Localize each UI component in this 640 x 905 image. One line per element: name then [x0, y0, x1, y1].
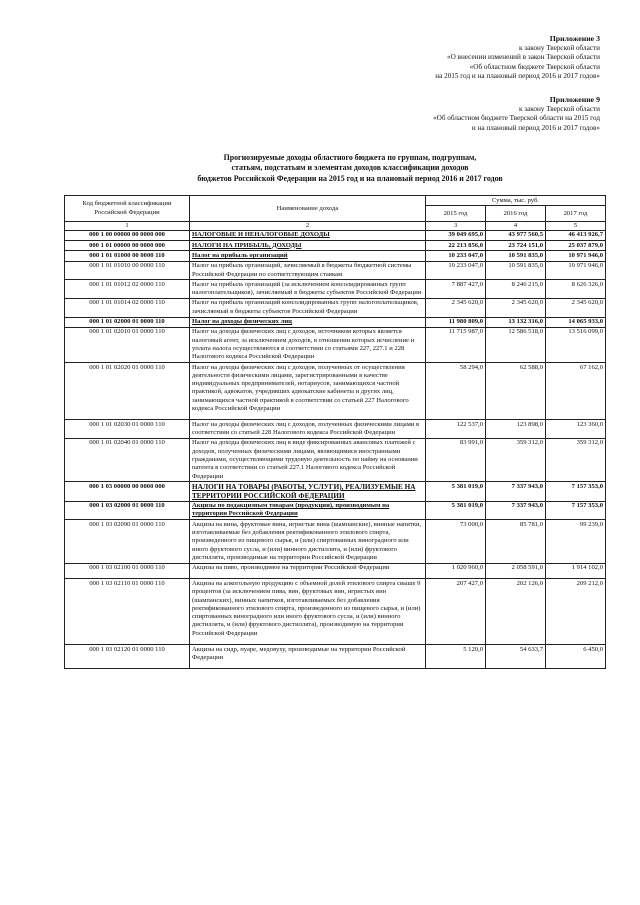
name-cell: Акцизы на алкогольную продукцию с объемной долей этилового спирта свыше 9 процентов (за исключением пива, вин, фруктовых вин, игристых вин (шампанских), винных напитков, изготавливаемых без добавления ректификованного этилового спирта, произведенного из пищевого сырья, и (или) спиртованных виноградного или иного фруктового сусла, и (или) винного дистиллята, и (или) фруктового дистиллята), производимую на территории Российской Федерации [190, 579, 426, 645]
name-cell: Акцизы на сидр, пуаре, медовуху, производимые на территории Российской Федерации [190, 645, 426, 669]
name-cell: Акцизы на вина, фруктовые вина, игристые вина (шампанские), винные напитки, изготавливаемые без добавления ректификованного этилового спирта, произведенного из пищевого сырья, и (или) спиртованных виноградного или иного фруктового сусла, и (или) винного дистиллята, и (или) фруктового дистиллята, производимые на территории Российской Федерации [190, 520, 426, 563]
index-cell: 3 [426, 222, 486, 231]
name-cell: НАЛОГОВЫЕ И НЕНАЛОГОВЫЕ ДОХОДЫ [190, 230, 426, 240]
value-2017-cell: 14 065 933,0 [546, 317, 606, 327]
name-cell: НАЛОГИ НА ТОВАРЫ (РАБОТЫ, УСЛУГИ), РЕАЛИЗУЕМЫЕ НА ТЕРРИТОРИИ РОССИЙСКОЙ ФЕДЕРАЦИИ [190, 482, 426, 501]
table-row [65, 261, 606, 280]
value-2015-cell: 39 049 695,0 [426, 230, 486, 240]
value-2015-cell: 73 000,0 [426, 520, 486, 563]
table-row [65, 482, 606, 501]
code-cell: 000 1 03 02000 01 0000 110 [65, 501, 190, 520]
value-2017-cell: 123 360,0 [546, 420, 606, 439]
appendix-3-line: к закону Тверской области [518, 43, 600, 52]
value-2017-cell: 46 413 926,7 [546, 230, 606, 240]
value-2017-cell: 25 037 879,0 [546, 241, 606, 251]
value-2016-cell: 202 126,0 [486, 579, 546, 645]
value-2016-cell: 10 591 835,0 [486, 251, 546, 261]
appendix-9-line: к закону Тверской области [518, 104, 600, 113]
table-row [65, 230, 606, 240]
value-2016-cell: 7 337 943,0 [486, 482, 546, 501]
value-2015-cell: 83 991,0 [426, 438, 486, 481]
code-cell: 000 1 01 01012 02 0000 110 [65, 280, 190, 299]
table-row [65, 438, 606, 481]
appendix-9-line: «Об областном бюджете Тверской области на 2015 год [433, 114, 600, 123]
code-cell: 000 1 03 02120 01 0000 110 [65, 645, 190, 669]
value-2016-cell: 8 246 215,0 [486, 280, 546, 299]
revenue-table-container [64, 195, 605, 669]
code-cell: 000 1 00 00000 00 0000 000 [65, 230, 190, 240]
value-2017-cell: 7 157 353,0 [546, 482, 606, 501]
code-cell: 000 1 03 02090 01 0000 110 [65, 520, 190, 563]
code-cell: 000 1 01 02020 01 0000 110 [65, 363, 190, 420]
code-cell: 000 1 01 02000 01 0000 110 [65, 317, 190, 327]
index-cell: 5 [546, 222, 606, 231]
table-row [65, 579, 606, 645]
code-cell: 000 1 01 02040 01 0000 110 [65, 438, 190, 481]
value-2015-cell: 2 345 620,0 [426, 298, 486, 317]
name-cell: Акцизы по подакцизным товарам (продукции), производимым на территории Российской Федерации [190, 501, 426, 520]
appendix-9-line: и на плановый период 2016 и 2017 годов» [471, 123, 600, 132]
header-code: Код бюджетной классификации Российской Федерации [65, 196, 190, 222]
value-2017-cell: 359 312,0 [546, 438, 606, 481]
table-row [65, 327, 606, 362]
title-line: статьям, подстатьям и элементам доходов классификации доходов [231, 163, 469, 173]
value-2015-cell: 122 537,0 [426, 420, 486, 439]
value-2017-cell: 13 516 099,0 [546, 327, 606, 362]
value-2016-cell: 7 337 943,0 [486, 501, 546, 520]
value-2017-cell: 10 971 946,0 [546, 261, 606, 280]
appendix-3-line: на 2015 год и на плановый период 2016 и 2017 годов» [435, 72, 600, 81]
appendix-9-caption [433, 95, 600, 133]
value-2017-cell: 6 450,0 [546, 645, 606, 669]
code-cell: 000 1 01 00000 00 0000 000 [65, 241, 190, 251]
value-2016-cell: 12 586 518,0 [486, 327, 546, 362]
index-cell: 1 [65, 222, 190, 231]
value-2016-cell: 359 312,0 [486, 438, 546, 481]
value-2016-cell: 23 724 151,0 [486, 241, 546, 251]
table-row [65, 363, 606, 420]
header-2015: 2015 год [426, 206, 486, 222]
value-2017-cell: 8 626 326,0 [546, 280, 606, 299]
index-cell: 4 [486, 222, 546, 231]
name-cell: Налог на доходы физических лиц в виде фиксированных авансовых платежей с доходов, полученных физическими лицами, являющимися иностранными гражданами, осуществляющими трудовую деятельность по найму на основании патента в соответствии со статьей 227.1 Налогового кодекса Российской Федерации [190, 438, 426, 481]
appendix-3-line: «Об областном бюджете Тверской области [469, 62, 600, 71]
table-row [65, 420, 606, 439]
code-cell: 000 1 01 01010 00 0000 110 [65, 261, 190, 280]
table-row [65, 645, 606, 669]
table-row [65, 317, 606, 327]
value-2015-cell: 5 381 019,0 [426, 501, 486, 520]
header-2016: 2016 год [486, 206, 546, 222]
code-cell: 000 1 03 00000 00 0000 000 [65, 482, 190, 501]
value-2015-cell: 207 427,0 [426, 579, 486, 645]
value-2015-cell: 22 213 856,0 [426, 241, 486, 251]
value-2016-cell: 85 781,0 [486, 520, 546, 563]
value-2017-cell: 7 157 353,0 [546, 501, 606, 520]
code-cell: 000 1 01 01014 02 0000 110 [65, 298, 190, 317]
code-cell: 000 1 03 02100 01 0000 110 [65, 563, 190, 579]
value-2016-cell: 54 633,7 [486, 645, 546, 669]
appendix-3-caption [435, 34, 600, 82]
title-line: бюджетов Российской Федерации на 2015 год и на плановый период 2016 и 2017 годов [197, 173, 503, 183]
code-cell: 000 1 01 02010 01 0000 110 [65, 327, 190, 362]
table-row [65, 563, 606, 579]
index-cell: 2 [190, 222, 426, 231]
value-2016-cell: 62 588,0 [486, 363, 546, 420]
value-2017-cell: 67 162,0 [546, 363, 606, 420]
name-cell: Налог на доходы физических лиц с доходов, полученных физическими лицами в соответствии со статьей 228 Налогового кодекса Российской Федерации [190, 420, 426, 439]
code-cell: 000 1 01 01000 00 0000 110 [65, 251, 190, 261]
table-row [65, 520, 606, 563]
table-row [65, 241, 606, 251]
value-2015-cell: 11 715 987,0 [426, 327, 486, 362]
value-2017-cell: 99 239,0 [546, 520, 606, 563]
value-2016-cell: 43 977 560,5 [486, 230, 546, 240]
value-2015-cell: 58 294,0 [426, 363, 486, 420]
value-2015-cell: 5 120,0 [426, 645, 486, 669]
table-body [65, 230, 606, 668]
table-row [65, 501, 606, 520]
table-row [65, 280, 606, 299]
value-2017-cell: 1 914 102,0 [546, 563, 606, 579]
code-cell: 000 1 03 02110 01 0000 110 [65, 579, 190, 645]
appendix-3-title: Приложение 3 [549, 34, 600, 43]
title-line: Прогнозируемые доходы областного бюджета по группам, подгруппам, [223, 153, 477, 162]
value-2016-cell: 123 898,0 [486, 420, 546, 439]
name-cell: НАЛОГИ НА ПРИБЫЛЬ, ДОХОДЫ [190, 241, 426, 251]
value-2015-cell: 5 381 019,0 [426, 482, 486, 501]
name-cell: Налог на прибыль организаций, зачисляемый в бюджеты бюджетной системы Российской Федерации по соответствующим ставкам [190, 261, 426, 280]
appendix-3-line: «О внесении изменений в закон Тверской области [446, 53, 600, 62]
value-2016-cell: 10 591 835,0 [486, 261, 546, 280]
table-row [65, 298, 606, 317]
revenue-table [64, 195, 606, 669]
name-cell: Налог на доходы физических лиц [190, 317, 426, 327]
header-sum: Сумма, тыс. руб. [426, 196, 606, 206]
value-2015-cell: 1 020 960,0 [426, 563, 486, 579]
value-2017-cell: 209 212,0 [546, 579, 606, 645]
name-cell: Налог на прибыль организаций (за исключением консолидированных групп налогоплательщиков), зачисляемый в бюджеты субъектов Российской Федерации [190, 280, 426, 299]
name-cell: Налог на прибыль организаций консолидированных групп налогоплательщиков, зачисляемый в бюджеты субъектов Российской Федерации [190, 298, 426, 317]
header-2017: 2017 год [546, 206, 606, 222]
value-2017-cell: 10 971 946,0 [546, 251, 606, 261]
document-title [150, 153, 550, 184]
name-cell: Налог на прибыль организаций [190, 251, 426, 261]
header-name: Наименование дохода [190, 196, 426, 222]
value-2016-cell: 2 058 591,0 [486, 563, 546, 579]
value-2016-cell: 2 345 620,0 [486, 298, 546, 317]
name-cell: Налог на доходы физических лиц с доходов, источником которых является налоговый агент, за исключением доходов, в отношении которых исчисление и уплата налога осуществляются в соответствии со статьями 227, 227.1 и 228 Налогового кодекса Российской Федерации [190, 327, 426, 362]
value-2015-cell: 7 887 427,0 [426, 280, 486, 299]
appendix-9-title: Приложение 9 [549, 95, 600, 104]
value-2016-cell: 13 132 316,0 [486, 317, 546, 327]
value-2015-cell: 10 233 047,0 [426, 261, 486, 280]
value-2015-cell: 10 233 047,0 [426, 251, 486, 261]
name-cell: Акцизы на пиво, производимое на территории Российской Федерации [190, 563, 426, 579]
code-cell: 000 1 01 02030 01 0000 110 [65, 420, 190, 439]
value-2017-cell: 2 345 620,0 [546, 298, 606, 317]
table-row [65, 251, 606, 261]
value-2015-cell: 11 980 809,0 [426, 317, 486, 327]
name-cell: Налог на доходы физических лиц с доходов, полученных от осуществления деятельности физическими лицами, зарегистрированными в качестве индивидуальных предпринимателей, нотариусов, занимающихся частной практикой, адвокатов, учредивших адвокатские кабинеты и других лиц, занимающихся частной практикой в соответствии со статьей 227 Налогового кодекса Российской Федерации [190, 363, 426, 420]
